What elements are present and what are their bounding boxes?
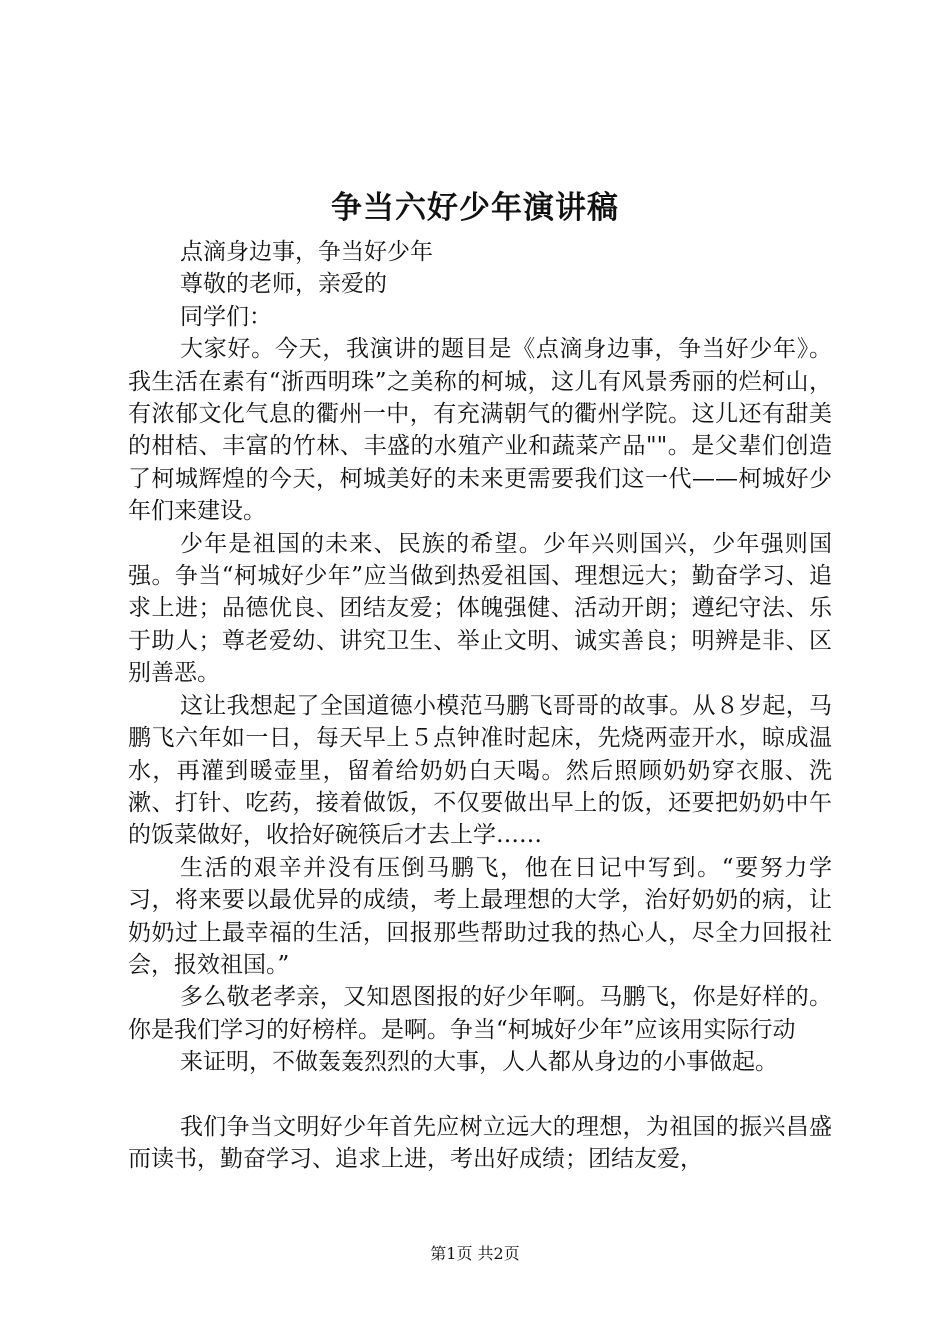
paragraph-youth: 少年是祖国的未来、民族的希望。少年兴则国兴，少年强则国强。争当“柯城好少年”应当做到热爱祖国、理想远大；勤奋学习、追求上进；品德优良、团结友爱；体魄强健、活动开朗；遵纪守法、乐于助人；尊老爱幼、讲究卫生、举止文明、诚实善良；明辨是非、区别善恶。 — [128, 530, 832, 687]
paragraph-story: 这让我想起了全国道德小模范马鹏飞哥哥的故事。从８岁起，马鹏飞六年如一日，每天早上５点钟准时起床，先烧两壶开水，晾成温水，再灌到暖壶里，留着给奶奶白天喝。然后照顾奶奶穿衣服、洗漱、打针、吃药，接着做饭，不仅要做出早上的饭，还要把奶奶中午的饭菜做好，收拾好碗筷后才去上学…… — [128, 692, 832, 849]
paragraph-salutation-2: 同学们： — [180, 303, 272, 330]
paragraph-salutation-1: 尊敬的老师，亲爱的 — [180, 271, 387, 298]
paragraph-subtitle: 点滴身边事，争当好少年 — [180, 239, 433, 265]
paragraph-diary: 生活的艰辛并没有压倒马鹏飞，他在日记中写到。“要努力学习，将来要以最优异的成绩，考上最理想的大学，治好奶奶的病，让奶奶过上最幸福的生活，回报那些帮助过我的热心人，尽全力回报社会，报效祖国。” — [128, 854, 832, 978]
paragraph-goal: 我们争当文明好少年首先应树立远大的理想，为祖国的振兴昌盛而读书，勤奋学习、追求上进，考出好成绩；团结友爱， — [128, 1113, 832, 1173]
paragraph-action: 来证明，不做轰轰烈烈的大事，人人都从身边的小事做起。 — [180, 1049, 778, 1076]
paragraph-intro: 大家好。今天，我演讲的题目是《点滴身边事，争当好少年》。我生活在素有“浙西明珠”之美称的柯城，这儿有风景秀丽的烂柯山，有浓郁文化气息的衢州一中，有充满朝气的衢州学院。这儿还有甜美的柑桔、丰富的竹林、丰盛的水殖产业和蔬菜产品""。是父辈们创造了柯城辉煌的今天，柯城美好的未来更需要我们这一代——柯城好少年们来建设。 — [128, 336, 832, 525]
paragraph-praise: 多么敬老孝亲，又知恩图报的好少年啊。马鹏飞，你是好样的。你是我们学习的好榜样。是啊。争当“柯城好少年”应该用实际行动 — [128, 984, 832, 1043]
document-title: 争当六好少年演讲稿 — [331, 190, 619, 226]
document-body — [128, 236, 832, 1176]
blank-line — [128, 1079, 832, 1111]
page-footer: 第1页 共2页 — [430, 1244, 520, 1263]
